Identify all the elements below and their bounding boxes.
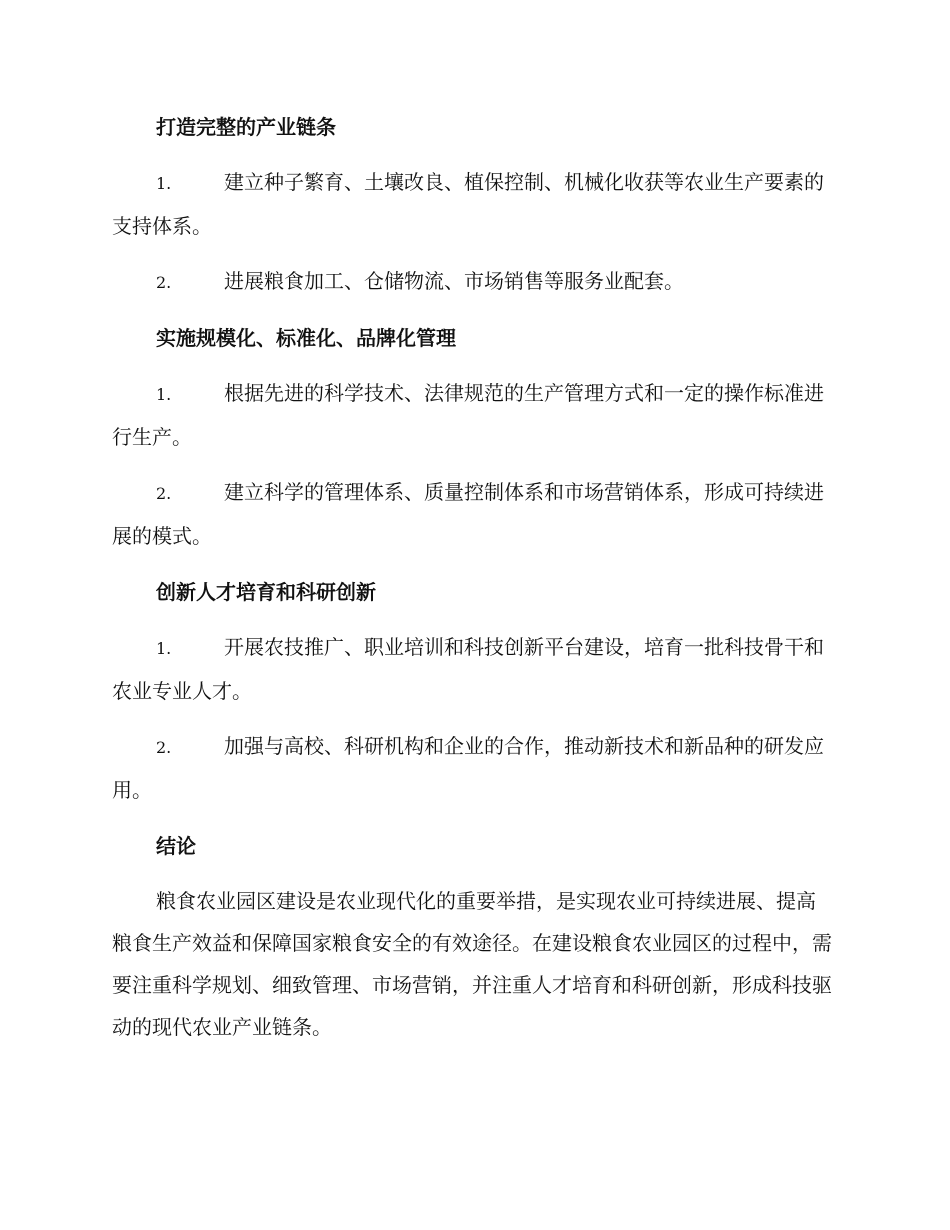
list-item-text: 进展粮食加工、仓储物流、市场销售等服务业配套。 <box>224 269 684 293</box>
list-item <box>112 626 834 713</box>
section-heading-industry-chain: 打造完整的产业链条 <box>156 115 336 139</box>
list-item-text: 建立科学的管理体系、质量控制体系和市场营销体系，形成可持续进展的模式。 <box>112 480 824 548</box>
list-item-text: 根据先进的科学技术、法律规范的生产管理方式和一定的操作标准进行生产。 <box>112 381 824 449</box>
list-item-text: 建立种子繁育、土壤改良、植保控制、机械化收获等农业生产要素的支持体系。 <box>112 170 824 238</box>
section-heading-talent-innovation: 创新人才培育和科研创新 <box>156 580 376 604</box>
conclusion-paragraph: 粮食农业园区建设是农业现代化的重要举措，是实现农业可持续进展、提高粮食生产效益和保障国家粮食安全的有效途径。在建设粮食农业园区的过程中，需要注重科学规划、细致管理、市场营销，并注重人才培育和科研创新，形成科技驱动的现代农业产业链条。 <box>112 889 832 1039</box>
list-item-number: 2. <box>156 738 172 757</box>
list-item-number: 2. <box>156 273 172 292</box>
list-item-text: 加强与高校、科研机构和企业的合作，推动新技术和新品种的研发应用。 <box>112 734 824 802</box>
section-heading-management: 实施规模化、标准化、品牌化管理 <box>156 326 456 350</box>
list-item <box>112 471 834 558</box>
list-item-text: 开展农技推广、职业培训和科技创新平台建设，培育一批科技骨干和农业专业人才。 <box>112 635 824 703</box>
document-body <box>112 105 834 1048</box>
list-item-number: 1. <box>156 385 172 404</box>
list-item-number: 1. <box>156 639 172 658</box>
list-item-number: 1. <box>156 174 172 193</box>
section-heading-conclusion: 结论 <box>156 834 196 858</box>
list-item-number: 2. <box>156 484 172 503</box>
list-item <box>112 161 834 248</box>
list-item <box>112 725 834 812</box>
list-item <box>112 372 834 459</box>
list-item <box>112 260 834 304</box>
